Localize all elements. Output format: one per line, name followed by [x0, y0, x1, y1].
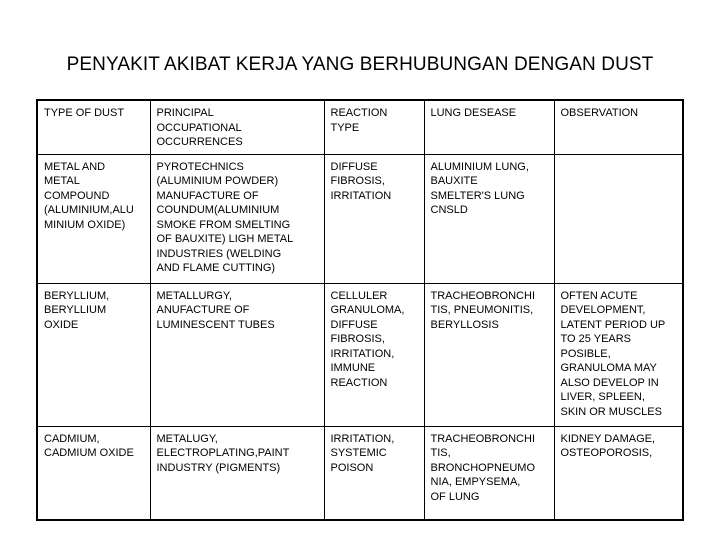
table-cell	[37, 154, 150, 283]
cell-text: METAL AND METAL COMPOUND (ALUMINIUM,ALU MINIUM OXIDE)	[44, 160, 134, 231]
cell-text: PYROTECHNICS (ALUMINIUM POWDER) MANUFACTURE OF COUNDUM(ALUMINIUM SMOKE FROM SMELTING OF BAUXITE) LIGH METAL INDUSTRIES (WELDING AND FLAME CUTTING)	[156, 160, 294, 274]
table-cell	[424, 426, 554, 520]
header-type-of-dust: TYPE OF DUST	[44, 107, 125, 119]
table-cell	[324, 154, 424, 283]
cell-text: METALUGY, ELECTROPLATING,PAINT INDUSTRY (PIGMENTS)	[156, 432, 290, 474]
table-cell	[554, 426, 683, 520]
cell-text: CADMIUM, CADMIUM OXIDE	[44, 432, 134, 459]
header-cell	[324, 100, 424, 154]
table-cell	[424, 154, 554, 283]
cell-text: KIDNEY DAMAGE, OSTEOPOROSIS,	[560, 432, 656, 459]
table-cell	[150, 154, 324, 283]
header-cell	[424, 100, 554, 154]
header-lung-desease: LUNG DESEASE	[430, 107, 517, 119]
table-row	[37, 426, 683, 520]
cell-text: DIFFUSE FIBROSIS, IRRITATION	[330, 160, 392, 202]
page-title: PENYAKIT AKIBAT KERJA YANG BERHUBUNGAN DENGAN DUST	[66, 54, 654, 75]
header-observation: OBSERVATION	[560, 107, 639, 119]
cell-text: TRACHEOBRONCHI TIS, BRONCHOPNEUMO NIA, EMPYSEMA, OF LUNG	[430, 432, 536, 503]
header-principal-occurrences: PRINCIPAL OCCUPATIONAL OCCURRENCES	[156, 107, 243, 148]
cell-text: CELLULER GRANULOMA, DIFFUSE FIBROSIS, IRRITATION, IMMUNE REACTION	[330, 289, 405, 389]
header-cell	[554, 100, 683, 154]
table-cell	[150, 426, 324, 520]
table-header-row	[37, 100, 683, 154]
table-cell	[37, 283, 150, 426]
cell-text: BERYLLIUM, BERYLLIUM OXIDE	[44, 289, 110, 331]
cell-text: OFTEN ACUTE DEVELOPMENT, LATENT PERIOD UP TO 25 YEARS POSIBLE, GRANULOMA MAY ALSO DEVELOP IN LIVER, SPLEEN, SKIN OR MUSCLES	[560, 289, 666, 418]
header-cell	[150, 100, 324, 154]
cell-text: ALUMINIUM LUNG, BAUXITE SMELTER'S LUNG CNSLD	[430, 160, 529, 216]
table-cell	[150, 283, 324, 426]
table-cell	[324, 283, 424, 426]
cell-text: IRRITATION, SYSTEMIC POISON	[330, 432, 395, 474]
table-cell	[424, 283, 554, 426]
table-row	[37, 154, 683, 283]
table-cell	[554, 283, 683, 426]
table-cell	[324, 426, 424, 520]
table-cell	[554, 154, 683, 283]
header-cell	[37, 100, 150, 154]
dust-disease-table	[36, 99, 684, 521]
table-cell	[37, 426, 150, 520]
header-reaction-type: REACTION TYPE	[330, 107, 388, 134]
cell-text: METALLURGY, ANUFACTURE OF LUMINESCENT TUBES	[156, 289, 275, 331]
table-row	[37, 283, 683, 426]
cell-text: TRACHEOBRONCHI TIS, PNEUMONITIS, BERYLLOSIS	[430, 289, 536, 331]
